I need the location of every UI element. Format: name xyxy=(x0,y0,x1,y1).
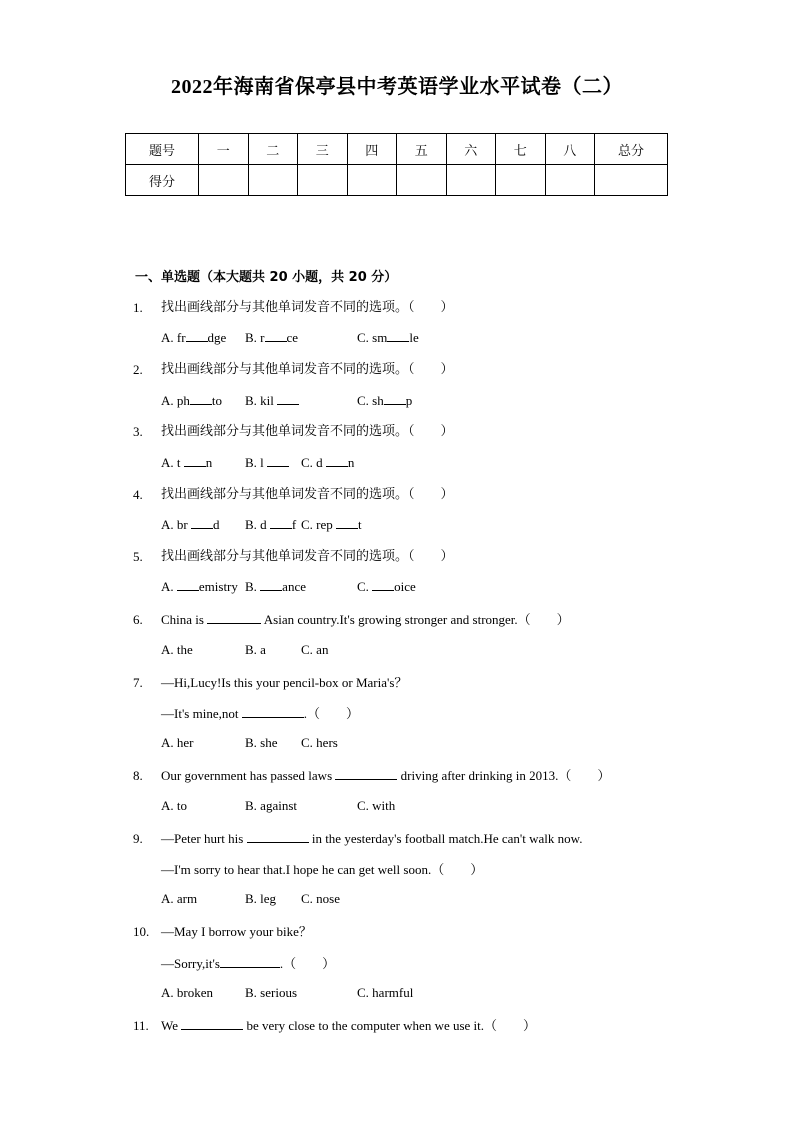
option-text: emistry xyxy=(198,579,238,594)
option-text: A. fr xyxy=(161,330,186,345)
option-c[interactable] xyxy=(357,330,419,346)
question-number: 1. xyxy=(133,300,143,315)
option-b[interactable] xyxy=(245,579,306,595)
option-c[interactable]: C. harmful xyxy=(357,985,414,1000)
option-text: f xyxy=(291,517,297,532)
question-number: 5. xyxy=(133,549,143,564)
option-text: A. t xyxy=(161,455,181,470)
question-text xyxy=(161,954,335,974)
score-cell[interactable] xyxy=(545,165,595,196)
option-a[interactable] xyxy=(161,579,238,595)
score-header-cell: 八 xyxy=(545,134,595,165)
option-b[interactable] xyxy=(245,330,298,346)
option-b[interactable]: B. she xyxy=(245,735,278,750)
question-number: 4. xyxy=(133,487,143,502)
option-a[interactable] xyxy=(161,455,212,471)
option-c[interactable] xyxy=(301,517,362,533)
option-a[interactable] xyxy=(161,393,222,409)
option-b[interactable] xyxy=(245,393,299,409)
option-text: B. l xyxy=(245,455,264,470)
score-header-cell: 总分 xyxy=(595,134,668,165)
question-text: —Hi,Lucy!Is this your pencil-box or Maria's？ xyxy=(161,675,408,690)
score-table xyxy=(125,133,668,196)
option-text: C. xyxy=(357,579,373,594)
question-number: 11. xyxy=(133,1018,149,1033)
option-a[interactable]: A. to xyxy=(161,798,187,813)
option-text: dge xyxy=(207,330,227,345)
exam-title: 2022年海南省保亭县中考英语学业水平试卷（二） xyxy=(171,76,623,98)
question-number: 9. xyxy=(133,831,143,846)
question-text xyxy=(161,1016,536,1036)
score-header-cell: 三 xyxy=(298,134,348,165)
option-text: ance xyxy=(282,579,306,594)
option-a[interactable] xyxy=(161,330,226,346)
question-text: 找出画线部分与其他单词发音不同的选项。（ ） xyxy=(161,300,454,315)
question-text-part: .（ ） xyxy=(303,706,359,721)
option-b[interactable] xyxy=(245,455,289,471)
option-text: n xyxy=(347,455,355,470)
answer-blank[interactable] xyxy=(220,967,280,968)
option-a[interactable]: A. broken xyxy=(161,985,213,1000)
score-cell[interactable] xyxy=(496,165,546,196)
question-text-part: China is xyxy=(161,612,204,627)
option-text: oice xyxy=(394,579,416,594)
option-text: t xyxy=(358,517,362,532)
score-header-cell: 二 xyxy=(248,134,298,165)
question-text-part: Asian country.It's growing stronger and stronger.（ ） xyxy=(263,612,570,627)
option-c[interactable]: C. hers xyxy=(301,735,338,750)
score-header-cell: 六 xyxy=(446,134,496,165)
option-c[interactable] xyxy=(357,579,416,595)
score-row-label: 得分 xyxy=(126,165,199,196)
option-text: B. r xyxy=(245,330,265,345)
option-a[interactable]: A. the xyxy=(161,642,193,657)
question-number: 2. xyxy=(133,362,143,377)
question-text-part: .（ ） xyxy=(279,956,336,971)
question-text: 找出画线部分与其他单词发音不同的选项。（ ） xyxy=(161,362,454,377)
option-a[interactable] xyxy=(161,517,219,533)
option-c[interactable] xyxy=(357,393,412,409)
option-b[interactable] xyxy=(245,517,296,533)
question-text: 找出画线部分与其他单词发音不同的选项。（ ） xyxy=(161,487,454,502)
answer-blank[interactable] xyxy=(247,842,309,843)
option-text: A. xyxy=(161,579,177,594)
question-text-part: Our government has passed laws xyxy=(161,768,333,783)
option-text: B. kil xyxy=(245,393,274,408)
answer-blank[interactable] xyxy=(207,623,261,624)
question-text-part: —Peter hurt his xyxy=(161,831,244,846)
option-text: A. ph xyxy=(161,393,190,408)
score-cell[interactable] xyxy=(397,165,447,196)
question-text xyxy=(161,766,610,786)
score-cell[interactable] xyxy=(595,165,668,196)
option-a[interactable]: A. arm xyxy=(161,891,198,906)
question-number: 6. xyxy=(133,612,143,627)
option-b[interactable]: B. leg xyxy=(245,891,277,906)
option-c[interactable] xyxy=(301,455,354,471)
option-a[interactable]: A. her xyxy=(161,735,194,750)
question-text: —May I borrow your bike？ xyxy=(161,924,312,939)
question-number: 8. xyxy=(133,768,143,783)
option-c[interactable]: C. an xyxy=(301,642,329,657)
answer-blank[interactable] xyxy=(181,1029,243,1030)
question-text-part: —It's mine,not xyxy=(161,706,239,721)
section-heading: 一、单选题（本大题共 20 小题，共 20 分） xyxy=(135,270,398,285)
question-text xyxy=(161,829,582,849)
option-text: A. br xyxy=(161,517,188,532)
question-text: —I'm sorry to hear that.I hope he can get well soon.（ ） xyxy=(161,862,484,877)
question-text-part: in the yesterday's football match.He can't walk now. xyxy=(311,831,583,846)
option-c[interactable]: C. nose xyxy=(301,891,340,906)
score-header-cell: 七 xyxy=(496,134,546,165)
option-text: C. sh xyxy=(357,393,384,408)
option-text: C. d xyxy=(301,455,323,470)
answer-blank[interactable] xyxy=(242,717,304,718)
score-header-cell: 一 xyxy=(199,134,249,165)
score-cell[interactable] xyxy=(298,165,348,196)
option-text: n xyxy=(205,455,213,470)
score-cell[interactable] xyxy=(446,165,496,196)
option-text: C. rep xyxy=(301,517,333,532)
question-number: 10. xyxy=(133,924,150,939)
question-text-part: be very close to the computer when we use it.（ ） xyxy=(246,1018,537,1033)
option-text: B. d xyxy=(245,517,267,532)
question-text: 找出画线部分与其他单词发音不同的选项。（ ） xyxy=(161,424,454,439)
score-table-header-row xyxy=(126,134,668,165)
question-text-part: We xyxy=(161,1018,178,1033)
option-b[interactable]: B. a xyxy=(245,642,266,657)
answer-blank[interactable] xyxy=(335,779,397,780)
question-text xyxy=(161,610,570,630)
score-cell[interactable] xyxy=(199,165,249,196)
question-number: 3. xyxy=(133,424,143,439)
question-text xyxy=(161,704,359,724)
option-b[interactable]: B. against xyxy=(245,798,297,813)
option-b[interactable]: B. serious xyxy=(245,985,297,1000)
question-number: 7. xyxy=(133,675,143,690)
question-text: 找出画线部分与其他单词发音不同的选项。（ ） xyxy=(161,549,454,564)
option-text: B. xyxy=(245,579,261,594)
score-header-cell: 题号 xyxy=(126,134,199,165)
option-text: ce xyxy=(286,330,299,345)
option-text: le xyxy=(409,330,419,345)
option-text: p xyxy=(405,393,413,408)
option-text: C. sm xyxy=(357,330,388,345)
question-text-part: —Sorry,it's xyxy=(161,956,220,971)
option-text: d xyxy=(212,517,220,532)
option-text: to xyxy=(211,393,223,408)
score-table-score-row xyxy=(126,165,668,196)
score-cell[interactable] xyxy=(347,165,397,196)
score-header-cell: 五 xyxy=(397,134,447,165)
score-header-cell: 四 xyxy=(347,134,397,165)
option-c[interactable]: C. with xyxy=(357,798,396,813)
score-cell[interactable] xyxy=(248,165,298,196)
question-text-part: driving after drinking in 2013.（ ） xyxy=(400,768,611,783)
